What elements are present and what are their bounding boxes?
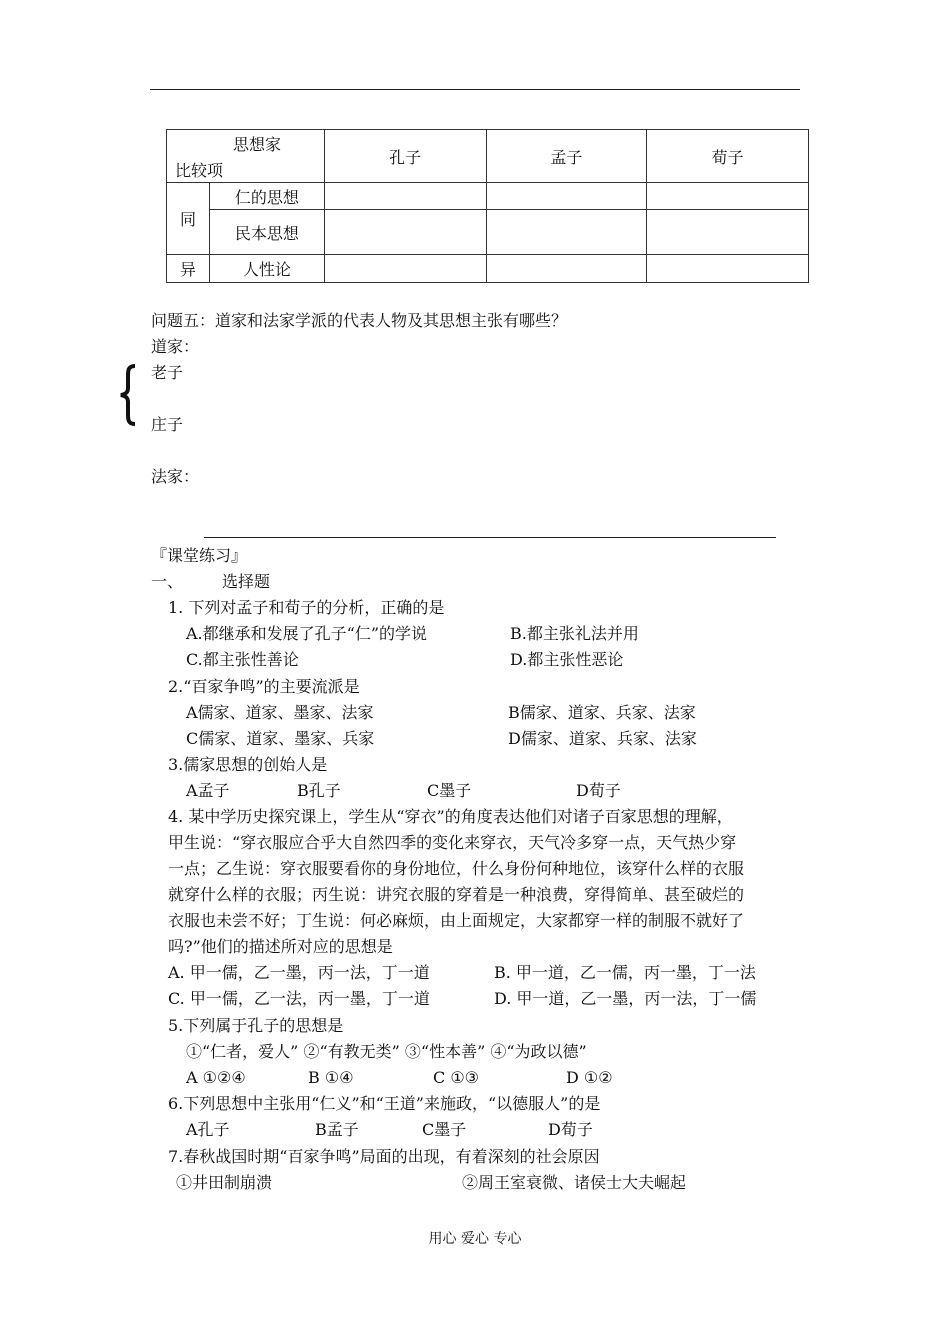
question-7-item-1: ①井田制崩溃	[176, 1173, 273, 1192]
question-4-option-d: D. 甲一道，乙一墨，丙一法，丁一儒	[494, 989, 757, 1008]
question-5-items: ①“仁者，爱人” ②“有教无类” ③“性本善” ④“为政以德”	[186, 1042, 587, 1061]
question-4-line: 4. 某中学历史探究课上，学生从“穿衣”的角度表达他们对诸子百家思想的理解，	[168, 807, 733, 826]
question-6-option-c: C墨子	[422, 1120, 467, 1139]
question-4-option-c: C. 甲一儒，乙一法，丙一墨，丁一道	[168, 989, 430, 1008]
row-label-minben: 民本思想	[209, 210, 324, 255]
table-cell	[486, 183, 647, 210]
comparison-table	[166, 129, 809, 283]
question-1-option-d: D.都主张性恶论	[510, 650, 624, 669]
table-cell	[486, 255, 647, 283]
section-title: 选择题	[222, 572, 271, 591]
question-7-stem: 7.春秋战国时期“百家争鸣”局面的出现，有着深刻的社会原因	[168, 1147, 600, 1166]
table-cell	[324, 183, 486, 210]
brace-icon	[118, 364, 138, 426]
practice-heading: 『课堂练习』	[151, 546, 248, 565]
question-6-stem: 6.下列思想中主张用“仁义”和“王道”来施政，“以德服人”的是	[168, 1094, 601, 1113]
question-3-option-c: C墨子	[427, 781, 472, 800]
question-2-stem: 2.“百家争鸣”的主要流派是	[168, 677, 360, 696]
question-2-option-a: A儒家、道家、墨家、法家	[186, 703, 374, 722]
question-3-stem: 3.儒家思想的创始人是	[168, 755, 328, 774]
question-1-option-c: C.都主张性善论	[186, 650, 299, 669]
table-cell	[647, 255, 809, 283]
table-cell	[647, 183, 809, 210]
question-5-option-b: B ①④	[308, 1068, 354, 1087]
question-6-option-b: B孟子	[315, 1120, 359, 1139]
question-5-option-a: A ①②④	[186, 1068, 246, 1087]
header-rule	[150, 89, 800, 90]
question-6-option-a: A孔子	[186, 1120, 230, 1139]
question-5-option-c: C ①③	[433, 1068, 480, 1087]
column-kongzi: 孔子	[324, 130, 486, 183]
question-2-option-c: C儒家、道家、墨家、兵家	[186, 729, 375, 748]
question-3-option-b: B孔子	[297, 781, 341, 800]
table-header-corner	[167, 130, 325, 183]
section-number: 一、	[151, 572, 184, 591]
question-five-title: 问题五：道家和法家学派的代表人物及其思想主张有哪些？	[151, 311, 568, 330]
table-cell	[486, 210, 647, 255]
question-6-option-d: D荀子	[548, 1120, 593, 1139]
question-4-line: 就穿什么样的衣服；丙生说：讲究衣服的穿着是一种浪费，穿得简单、甚至破烂的	[168, 885, 745, 904]
table-cell	[324, 210, 486, 255]
column-xunzi: 荀子	[647, 130, 809, 183]
question-4-line: 衣服也未尝不好；丁生说：何必麻烦，由上面规定，大家都穿一样的制服不就好了	[168, 911, 745, 930]
question-5-stem: 5.下列属于孔子的思想是	[168, 1016, 344, 1035]
table-cell	[324, 255, 486, 283]
question-1-stem: 1. 下列对孟子和荀子的分析，正确的是	[168, 598, 445, 617]
question-5-option-d: D ①②	[566, 1068, 613, 1087]
column-mengzi: 孟子	[486, 130, 647, 183]
question-3-option-a: A孟子	[186, 781, 230, 800]
fajia-label: 法家：	[151, 467, 200, 486]
header-item: 比较项	[175, 161, 224, 180]
group-same: 同	[167, 183, 210, 255]
question-2-option-b: B儒家、道家、兵家、法家	[508, 703, 696, 722]
question-7-item-2: ②周王室衰微、诸侯士大夫崛起	[462, 1173, 687, 1192]
zhuangzi-label: 庄子	[151, 415, 184, 434]
question-4-line: 吗?”他们的描述所对应的思想是	[168, 937, 393, 956]
page-footer: 用心 爱心 专心	[428, 1231, 522, 1247]
question-1-option-a: A.都继承和发展了孔子“仁”的学说	[186, 624, 428, 643]
question-4-option-b: B. 甲一道，乙一儒，丙一墨，丁一法	[494, 963, 756, 982]
row-label-renxing: 人性论	[209, 255, 324, 283]
daojia-label: 道家：	[151, 337, 200, 356]
question-4-line: 一点；乙生说：穿衣服要看你的身份地位，什么身份何种地位，该穿什么样的衣服	[168, 859, 745, 878]
question-2-option-d: D儒家、道家、兵家、法家	[508, 729, 697, 748]
laozi-label: 老子	[151, 363, 184, 382]
question-4-line: 甲生说：“穿衣服应合乎大自然四季的变化来穿衣，天气冷多穿一点，天气热少穿	[168, 833, 737, 852]
row-label-ren: 仁的思想	[209, 183, 324, 210]
question-1-option-b: B.都主张礼法并用	[510, 624, 639, 643]
section-rule	[204, 537, 776, 538]
question-3-option-d: D荀子	[576, 781, 621, 800]
group-diff: 异	[167, 255, 210, 283]
question-4-option-a: A. 甲一儒，乙一墨，丙一法，丁一道	[168, 963, 430, 982]
header-thinker: 思想家	[233, 135, 282, 154]
table-cell	[647, 210, 809, 255]
